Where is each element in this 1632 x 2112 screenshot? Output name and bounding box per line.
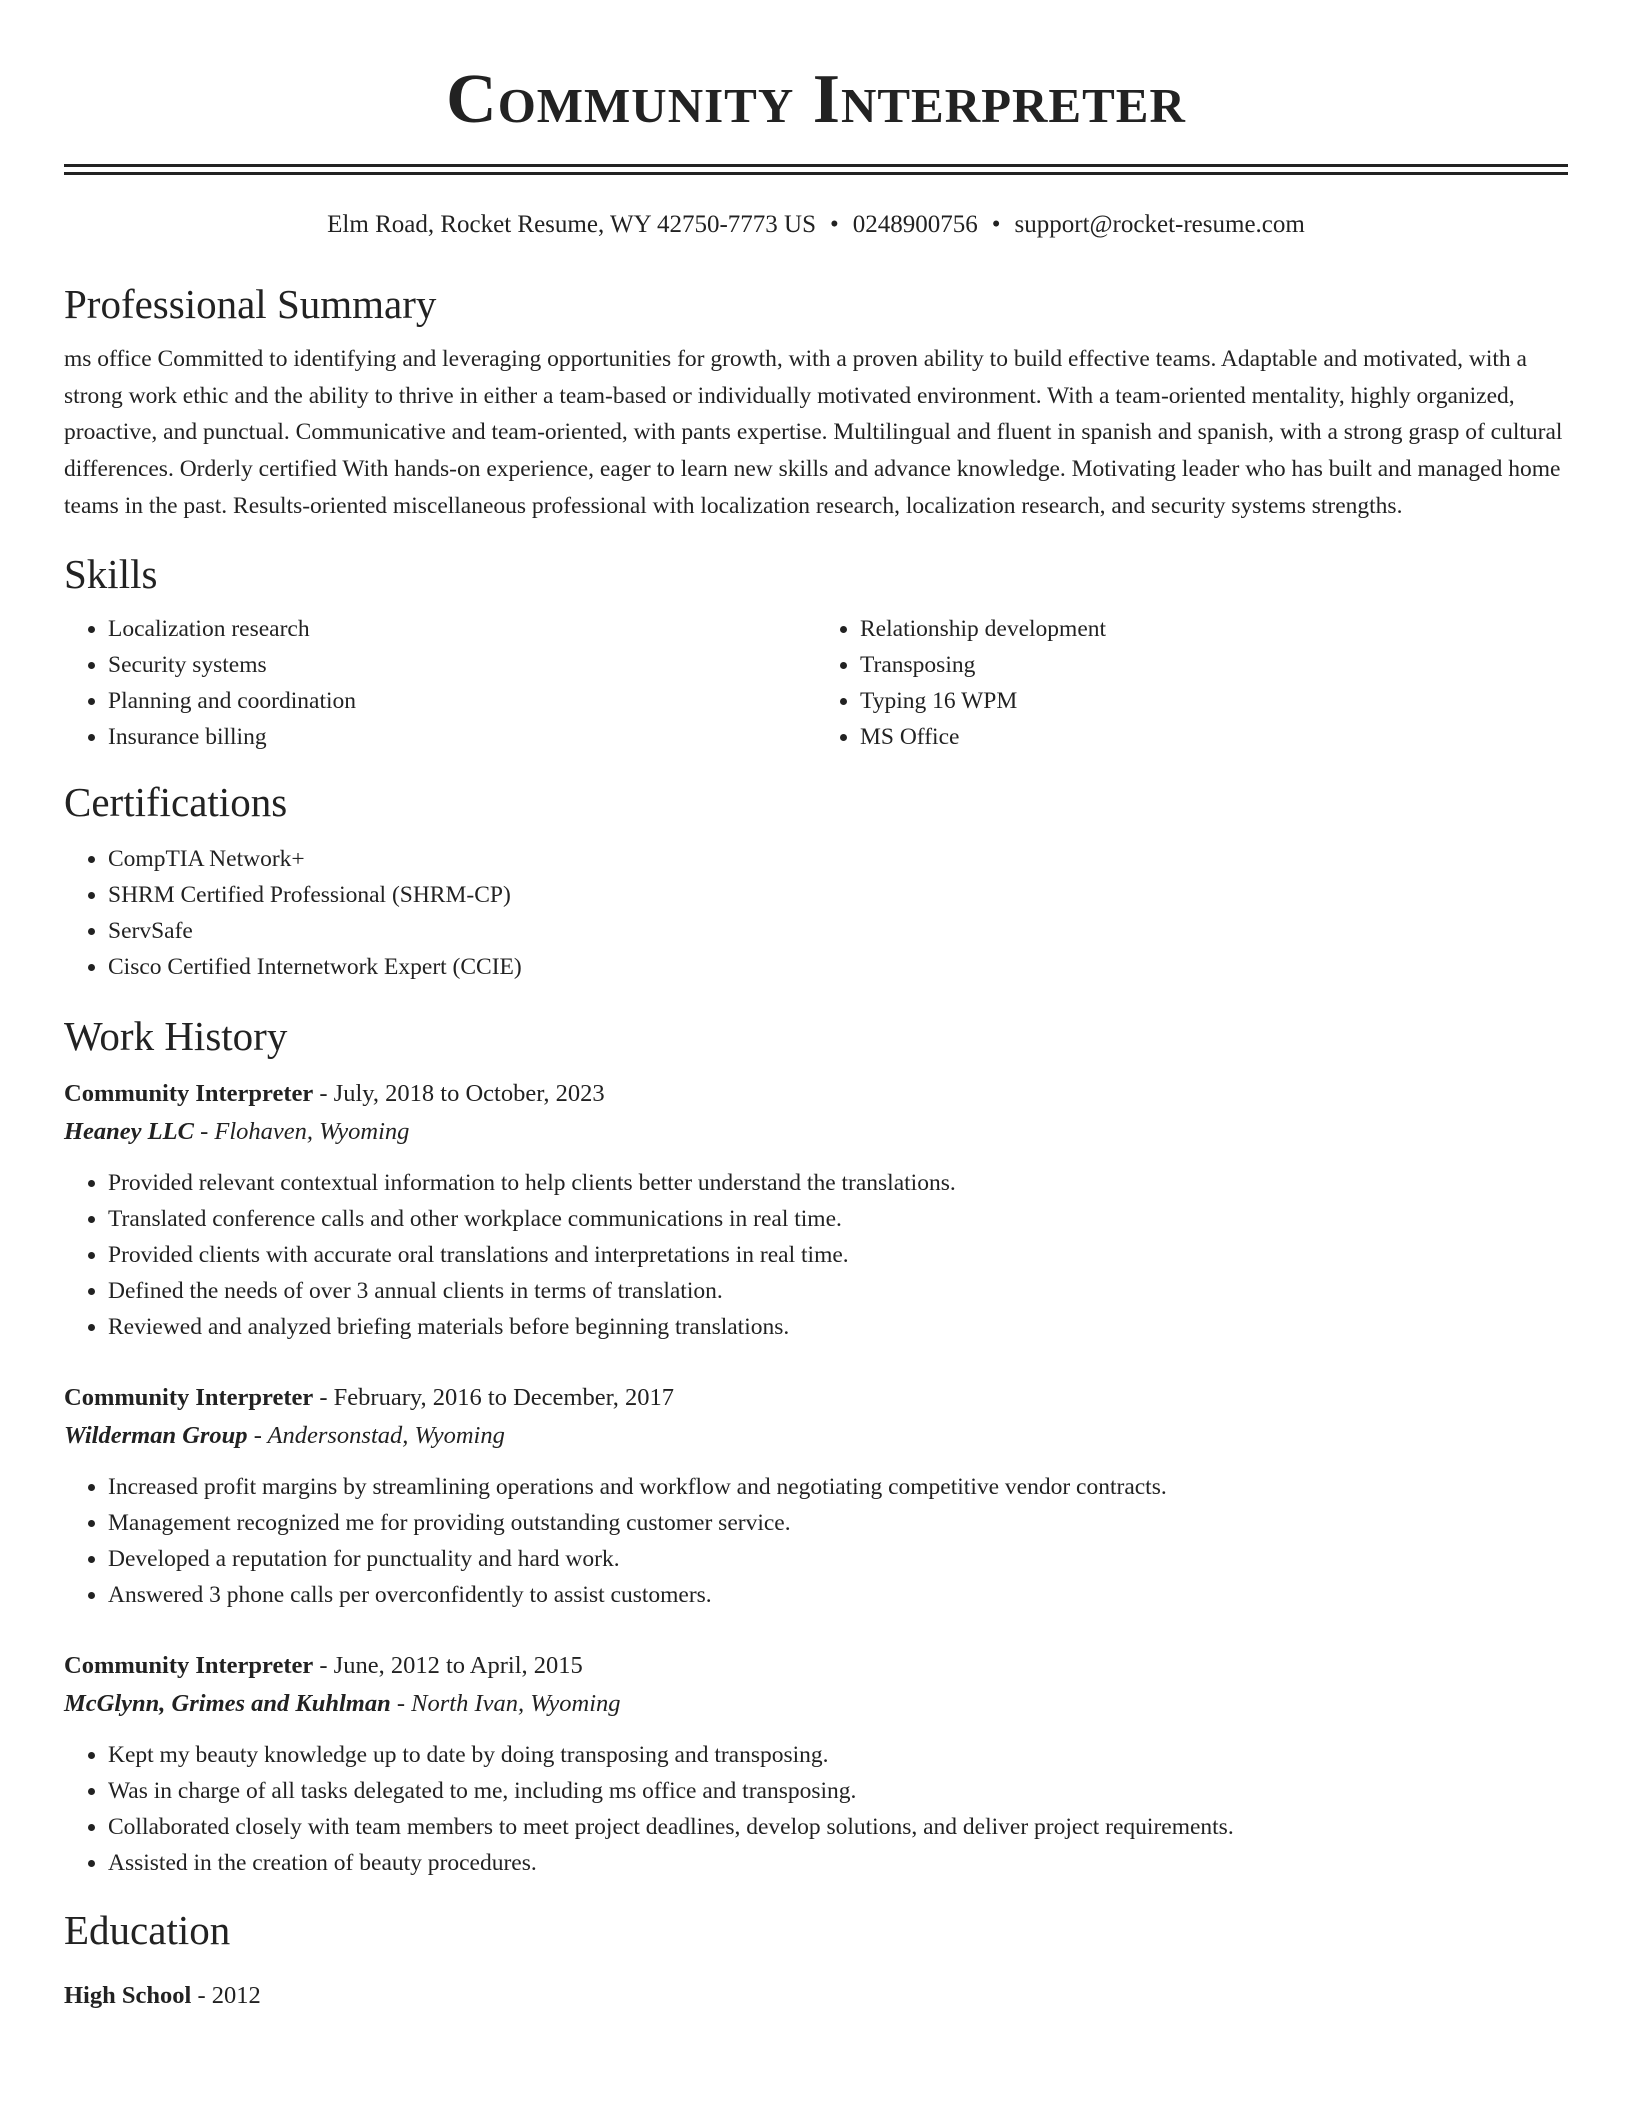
job-company-line bbox=[64, 1685, 1568, 1723]
duty-item: • Was in charge of all tasks delegated to me, including ms office and transposing. bbox=[108, 1773, 1568, 1809]
job-company: McGlynn, Grimes and Kuhlman bbox=[64, 1689, 391, 1717]
bullet-separator: • bbox=[830, 211, 839, 238]
duty-item: • Answered 3 phone calls per overconfidently to assist customers. bbox=[108, 1577, 1568, 1613]
job-company-line bbox=[64, 1417, 1568, 1455]
job-company: Wilderman Group bbox=[64, 1421, 248, 1449]
section-title-work-history: Work History bbox=[64, 1012, 288, 1059]
contact-line bbox=[64, 209, 1568, 241]
contact-address: Elm Road, Rocket Resume, WY 42750-7773 US bbox=[327, 211, 816, 238]
duty-item: • Collaborated closely with team members to meet project deadlines, develop solutions, and deliver project requirements. bbox=[108, 1809, 1568, 1845]
duty-item: • Defined the needs of over 3 annual clients in terms of translation. bbox=[108, 1273, 1568, 1309]
job-location: - North Ivan, Wyoming bbox=[390, 1689, 621, 1717]
duty-item: • Increased profit margins by streamlining operations and workflow and negotiating competitive vendor contracts. bbox=[108, 1469, 1568, 1505]
duty-item: • Management recognized me for providing outstanding customer service. bbox=[108, 1505, 1568, 1541]
job-entry bbox=[64, 1647, 1568, 1881]
skill-item: • MS Office bbox=[860, 719, 1568, 755]
section-title-skills: Skills bbox=[64, 550, 158, 597]
skill-item: • Relationship development bbox=[860, 611, 1568, 647]
duty-item: • Assisted in the creation of beauty procedures. bbox=[108, 1845, 1568, 1881]
education-entry bbox=[64, 1977, 1568, 2015]
skills-column-left bbox=[64, 611, 816, 755]
header-divider bbox=[64, 164, 1568, 175]
duty-item: • Provided relevant contextual information to help clients better understand the translations. bbox=[108, 1165, 1568, 1201]
education-year: - 2012 bbox=[191, 1981, 261, 2009]
job-dates: - June, 2012 to April, 2015 bbox=[313, 1651, 583, 1679]
certification-item: • CompTIA Network+ bbox=[108, 841, 1568, 877]
job-role: Community Interpreter bbox=[64, 1079, 314, 1107]
duty-item: • Provided clients with accurate oral translations and interpretations in real time. bbox=[108, 1237, 1568, 1273]
skills-column-right bbox=[816, 611, 1568, 755]
job-dates: - February, 2016 to December, 2017 bbox=[313, 1383, 675, 1411]
job-entry bbox=[64, 1075, 1568, 1345]
duty-item: • Kept my beauty knowledge up to date by doing transposing and transposing. bbox=[108, 1737, 1568, 1773]
job-header bbox=[64, 1075, 1568, 1113]
section-title-certifications: Certifications bbox=[64, 778, 288, 825]
certification-item: • ServSafe bbox=[108, 913, 1568, 949]
job-company-line bbox=[64, 1113, 1568, 1151]
job-header bbox=[64, 1379, 1568, 1417]
certification-item: • Cisco Certified Internetwork Expert (CCIE) bbox=[108, 949, 1568, 985]
skill-item: • Insurance billing bbox=[108, 719, 816, 755]
certification-item: • SHRM Certified Professional (SHRM-CP) bbox=[108, 877, 1568, 913]
skill-item: • Transposing bbox=[860, 647, 1568, 683]
job-entry bbox=[64, 1379, 1568, 1613]
skill-item: • Typing 16 WPM bbox=[860, 683, 1568, 719]
job-dates: - July, 2018 to October, 2023 bbox=[313, 1079, 605, 1107]
section-title-education: Education bbox=[64, 1906, 231, 1953]
job-duties bbox=[64, 1165, 1568, 1345]
skills-list bbox=[64, 611, 1568, 755]
job-location: - Flohaven, Wyoming bbox=[193, 1117, 410, 1145]
resume-name: Community Interpreter bbox=[446, 61, 1186, 138]
skill-item: • Localization research bbox=[108, 611, 816, 647]
job-company: Heaney LLC bbox=[64, 1117, 194, 1145]
job-header bbox=[64, 1647, 1568, 1685]
job-duties bbox=[64, 1469, 1568, 1613]
contact-email[interactable]: support@rocket-resume.com bbox=[1014, 211, 1305, 238]
skill-item: • Security systems bbox=[108, 647, 816, 683]
certifications-list bbox=[64, 841, 1568, 985]
education-degree: High School bbox=[64, 1981, 192, 2009]
duty-item: • Reviewed and analyzed briefing materials before beginning translations. bbox=[108, 1309, 1568, 1345]
summary-text: ms office Committed to identifying and leveraging opportunities for growth, with a proven ability to build effective teams. Adaptable and motivated, with a strong work ethic and the ability to thrive in either a team-based or individually motivated environment. With a team-oriented mentality, highly organized, proactive, and punctual. Communicative and team-oriented, with pants expertise. Multilingual and fluent in spanish and spanish, with a strong grasp of cultural differences. Orderly certified With hands-on experience, eager to learn new skills and advance knowledge. Motivating leader who has built and managed home teams in the past. Results-oriented miscellaneous professional with localization research, localization research, and security systems strengths. bbox=[64, 346, 1563, 519]
job-location: - Andersonstad, Wyoming bbox=[247, 1421, 505, 1449]
section-title-summary: Professional Summary bbox=[64, 281, 437, 327]
contact-phone[interactable]: 0248900756 bbox=[852, 211, 978, 238]
skill-item: • Planning and coordination bbox=[108, 683, 816, 719]
job-role: Community Interpreter bbox=[64, 1651, 314, 1679]
job-duties bbox=[64, 1737, 1568, 1881]
job-role: Community Interpreter bbox=[64, 1383, 314, 1411]
duty-item: • Developed a reputation for punctuality and hard work. bbox=[108, 1541, 1568, 1577]
bullet-separator: • bbox=[991, 211, 1001, 238]
duty-item: • Translated conference calls and other workplace communications in real time. bbox=[108, 1201, 1568, 1237]
